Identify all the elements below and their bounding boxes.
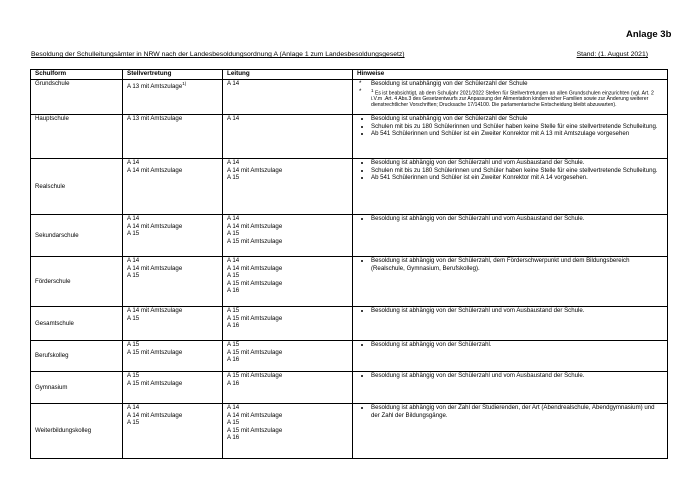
grade-text: A 15 [127,341,140,348]
column-header-stellvertretung: Stellvertretung [123,70,223,80]
cell-leitung [223,80,353,115]
cell-stellvertretung [123,307,223,341]
cell-stellvertretung [123,80,223,115]
grade-text: A 15 [127,314,140,322]
grade-text: A 14 mit Amtszulage [127,411,183,419]
cell-stellvertretung [123,115,223,159]
grade-value [127,230,218,238]
grade-text: A 14 mit Amtszulage [127,222,183,230]
grade-value [127,167,218,175]
grade-value [127,115,218,123]
cell-schulform: Weiterbildungskolleg [31,404,123,459]
notes-list [357,115,663,138]
grade-value: A 16 [227,379,240,387]
cell-stellvertretung [123,404,223,459]
note-item: • Besoldung ist abhängig von der Zahl der Studierenden, der Art (Abendrealschule, Abendgymnasium) und der Zahl der Bildungsgänge. [371,404,663,419]
grade-text: A 14 mit Amtszulage [127,307,183,314]
footnote-marker: 1 [371,87,374,93]
table-row [31,307,668,341]
notes-list [357,372,663,380]
footnote-marker: 1) [182,81,187,86]
cell-leitung [223,404,353,459]
notes-list [357,307,663,315]
grade-text: A 14 mit Amtszulage [127,166,183,174]
grade-text: A 15 mit Amtszulage [127,348,183,356]
cell-stellvertretung [123,159,223,215]
grade-value: A 15 mit Amtszulage [227,279,283,287]
note-item: • Besoldung ist abhängig von der Schülerzahl, dem Förderschwerpunkt und dem Bildungsbereich (Realschule, Gymnasium, Berufskolleg). [371,257,663,272]
cell-stellvertretung [123,372,223,404]
annex-label: Anlage 3b [626,29,672,40]
grade-value: A 14 [227,159,240,166]
notes-list [357,215,663,223]
grade-value: A 15 [227,272,240,280]
note-item: * Besoldung ist unabhängig von der Schülerzahl der Schule [371,80,663,88]
grade-value [127,223,218,231]
grade-text: A 14 [127,404,140,411]
grade-value: A 16 [227,434,240,442]
table-row [31,257,668,307]
grade-value: A 15 mit Amtszulage [227,426,283,434]
cell-schulform: Sekundarschule [31,215,123,257]
grade-text: A 14 [127,257,140,264]
note-item: • Besoldung ist abhängig von der Schülerzahl und vom Ausbaustand der Schule. [371,307,663,315]
note-item: • Ab 541 Schülerinnen und Schüler ist ein Zweiter Konrektor mit A 13 mit Amtszulage vorgesehen [371,130,663,138]
cell-hinweise [353,307,668,341]
column-header-schulform: Schulform [31,70,123,80]
grade-value [127,159,218,167]
grade-text: A 14 mit Amtszulage [127,264,183,272]
grade-value: A 14 [227,80,240,87]
notes-list [357,159,663,182]
grade-value: A 15 [227,230,240,238]
grade-value: A 14 [227,115,240,122]
grade-text: A 15 [127,372,140,379]
grade-value [127,341,218,349]
cell-leitung [223,115,353,159]
cell-stellvertretung [123,257,223,307]
grade-value [127,257,218,265]
footnote-text: Es ist beabsichtigt, ab dem Schuljahr 2021/2022 Stellen für Stellvertretungen an allen Grundschulen einzurichten (vgl. Art. 2 i.V.m .Art. 4 Abs.3 des Gesetzentwurfs zur Anpassung der Alimentation kinderreicher Familien sowie zur Änderung weiterer dienstrechtlicher Vorschriften; Drucksache 17/14100. Die parlamentarische Entscheidung bleibt abzuwarten). [371,90,654,109]
grade-value [127,315,218,323]
grade-value: A 15 [227,174,240,182]
cell-hinweise [353,341,668,372]
grade-value [127,419,218,427]
grade-value [127,265,218,273]
document-subtitle [31,51,648,58]
note-item: • Besoldung ist unabhängig von der Schülerzahl der Schule [371,115,663,123]
cell-hinweise [353,257,668,307]
cell-hinweise [353,215,668,257]
grade-text: A 15 mit Amtszulage [127,379,183,387]
notes-list [357,257,663,272]
cell-schulform: Realschule [31,159,123,215]
note-item: • Besoldung ist abhängig von der Schülerzahl und vom Ausbaustand der Schule. [371,159,663,167]
grade-text: A 13 mit Amtszulage [127,83,183,91]
grade-value [127,272,218,280]
grade-value: A 15 [227,307,240,314]
table-row [31,372,668,404]
grade-value [127,372,218,380]
grade-text: A 15 [127,272,140,280]
grade-value: A 15 mit Amtszulage [227,372,283,379]
salary-table [30,69,668,459]
grade-value: A 14 [227,215,240,222]
grade-value: A 16 [227,356,240,364]
grade-value [127,80,218,91]
notes-list [357,80,663,108]
cell-leitung [223,372,353,404]
cell-hinweise [353,80,668,115]
cell-hinweise [353,115,668,159]
grade-value [127,412,218,420]
column-header-hinweise: Hinweise [353,70,668,80]
cell-schulform: Hauptschule [31,115,123,159]
grade-text: A 14 [127,215,140,222]
grade-value: A 15 [227,341,240,348]
cell-schulform: Grundschule [31,80,123,115]
grade-value [127,349,218,357]
grade-value: A 14 mit Amtszulage [227,411,283,419]
cell-leitung [223,257,353,307]
grade-value: A 16 [227,322,240,330]
table-row [31,404,668,459]
table-row [31,80,668,115]
grade-value: A 14 [227,257,240,264]
grade-value: A 14 [227,404,240,411]
notes-list [357,341,663,349]
grade-text: A 13 mit Amtszulage [127,115,183,122]
note-item: • Besoldung ist abhängig von der Schülerzahl. [371,341,663,349]
grade-value [127,215,218,223]
table-header-row [31,70,668,80]
cell-stellvertretung [123,215,223,257]
note-item: • Besoldung ist abhängig von der Schülerzahl und vom Ausbaustand der Schule. [371,372,663,380]
document-date: Stand: (1. August 2021) [576,51,648,58]
table-row [31,341,668,372]
grade-text: A 15 [127,419,140,427]
grade-value: A 15 mit Amtszulage [227,314,283,322]
grade-value: A 16 [227,287,240,295]
grade-text: A 14 [127,159,140,166]
cell-schulform: Berufskolleg [31,341,123,372]
cell-leitung [223,307,353,341]
grade-value: A 15 mit Amtszulage [227,348,283,356]
table-row [31,215,668,257]
note-item: • Besoldung ist abhängig von der Schülerzahl und vom Ausbaustand der Schule. [371,215,663,223]
cell-schulform: Gesamtschule [31,307,123,341]
grade-value: A 15 [227,419,240,427]
document-title: Besoldung der Schulleitungsämter in NRW nach der Landesbesoldungsordnung A (Anlage 1 zum Landesbesoldungsgesetz) [31,51,405,58]
column-header-leitung: Leitung [223,70,353,80]
grade-value [127,404,218,412]
note-item [371,88,663,109]
table-row [31,115,668,159]
cell-schulform: Gymnasium [31,372,123,404]
notes-list [357,404,663,419]
grade-text: A 15 [127,230,140,238]
cell-hinweise [353,404,668,459]
cell-leitung [223,341,353,372]
grade-value [127,380,218,388]
cell-hinweise [353,372,668,404]
cell-leitung [223,159,353,215]
cell-hinweise [353,159,668,215]
grade-value: A 14 mit Amtszulage [227,222,283,230]
grade-value: A 14 mit Amtszulage [227,264,283,272]
grade-value: A 15 mit Amtszulage [227,237,283,245]
cell-schulform: Förderschule [31,257,123,307]
table-row [31,159,668,215]
grade-value [127,307,218,315]
note-item: • Ab 541 Schülerinnen und Schüler ist ein Zweiter Konrektor mit A 14 vorgesehen. [371,174,663,182]
grade-value: A 14 mit Amtszulage [227,166,283,174]
note-item: • Schulen mit bis zu 180 Schülerinnen und Schüler haben keine Stelle für eine stellvertretende Schulleitung. [371,123,663,131]
note-item: • Schulen mit bis zu 180 Schülerinnen und Schüler haben keine Stelle für eine stellvertretende Schulleitung. [371,167,663,175]
cell-leitung [223,215,353,257]
cell-stellvertretung [123,341,223,372]
